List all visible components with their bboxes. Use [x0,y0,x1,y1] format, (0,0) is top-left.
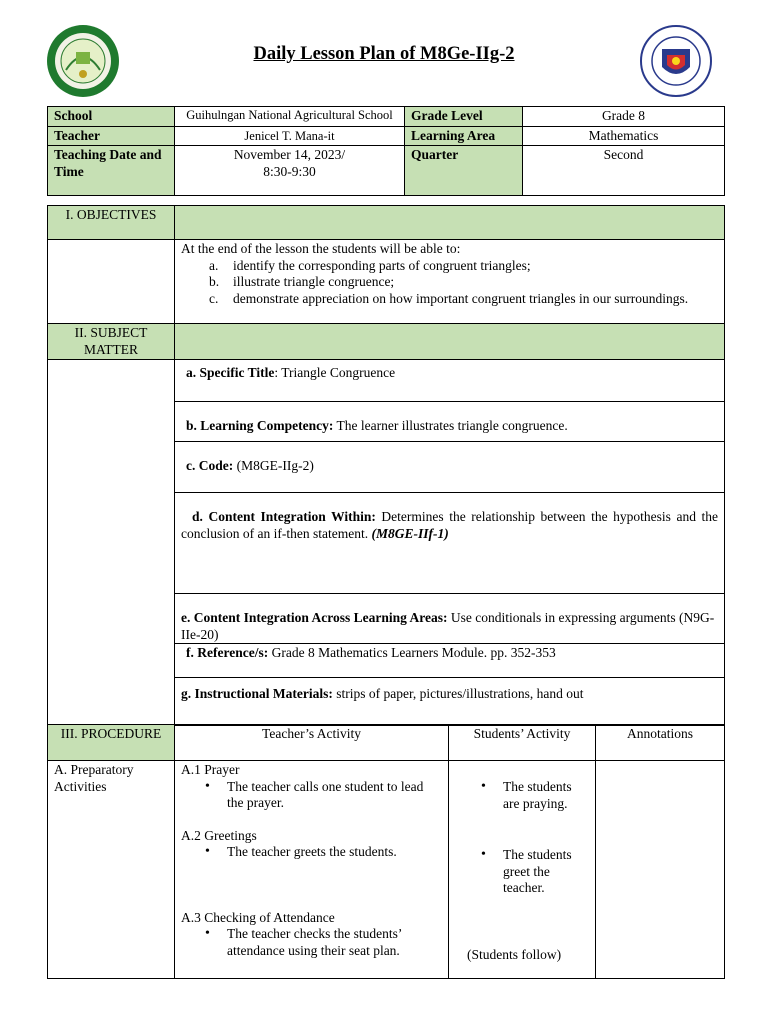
specific-title-label: a. Specific Title [186,365,275,380]
prayer-teacher-list [181,779,442,812]
objective-text: demonstrate appreciation on how important congruent triangles in our surroundings. [233,290,689,306]
learning-area-label: Learning Area [405,126,523,146]
content-integration-across-value: Use conditionals in expressing arguments (N9G-IIe-20) [181,610,715,642]
objective-item [209,290,718,308]
prayer-title: A.1 Prayer [181,762,240,777]
learning-competency-value: The learner illustrates triangle congruence. [333,418,568,433]
code-row [175,442,724,493]
deped-seal-logo [640,25,712,97]
school-label: School [48,107,175,127]
subject-matter-heading-fill [175,324,725,360]
specific-title-row [175,360,724,402]
page-title: Daily Lesson Plan of M8Ge-IIg-2 [253,44,515,64]
teacher-activity-cell [175,761,449,979]
objectives-intro: At the end of the lesson the students will be able to: [181,241,461,256]
subject-matter-heading: II. SUBJECT MATTER [48,324,175,360]
code-value: (M8GE-IIg-2) [233,458,314,473]
teaching-date-line: November 14, 2023/ [233,147,346,162]
prayer-student-item: • The students are praying. [503,779,589,812]
teaching-date-label: Teaching Date and Time [48,146,175,196]
prayer-student-list [475,779,589,812]
students-activity-header: Students’ Activity [449,725,596,761]
reference-row [175,644,724,678]
greetings-student-item: • The students greet the teacher. [503,847,589,897]
students-activity-cell [449,761,596,979]
learning-area-value: Mathematics [523,126,725,146]
quarter-value: Second [523,146,725,196]
greetings-student-list [475,847,589,897]
teacher-label: Teacher [48,126,175,146]
specific-title-value: : Triangle Congruence [274,365,396,380]
greetings-teacher-item: • The teacher greets the students. [227,844,442,861]
learning-competency-row [175,402,724,442]
objectives-list [181,258,718,308]
objective-text: illustrate triangle congruence; [233,274,395,289]
content-integration-within-code: (M8GE-IIf-1) [371,525,449,541]
prayer-teacher-item: • The teacher calls one student to lead the prayer. [227,779,442,812]
learning-competency-label: b. Learning Competency: [186,418,334,433]
objectives-subject-table [47,205,725,726]
instructional-materials-label: g. Instructional Materials: [181,686,333,701]
header-info-table [47,106,725,196]
objective-item [209,257,718,275]
subject-matter-blank [48,360,175,726]
reference-label: f. Reference/s: [186,645,269,660]
content-integration-across-label: e. Content Integration Across Learning Areas: [181,610,448,625]
objective-letter: b. [209,274,220,289]
greetings-title: A.2 Greetings [181,827,257,843]
procedure-heading: III. PROCEDURE [48,725,175,761]
preparatory-activities-label: A. Preparatory Activities [48,761,175,979]
attendance-teacher-list [181,926,442,959]
school-value: Guihulngan National Agricultural School [175,107,405,127]
objectives-blank [48,240,175,324]
code-label: c. Code: [186,458,234,473]
subject-matter-content [175,360,725,726]
quarter-label: Quarter [405,146,523,196]
annotations-cell [596,761,725,979]
objectives-heading: I. OBJECTIVES [48,206,175,240]
reference-value: Grade 8 Mathematics Learners Module. pp. 352-353 [268,645,556,660]
objective-text: identify the corresponding parts of congruent triangles; [233,257,531,273]
instructional-materials-value: strips of paper, pictures/illustrations, hand out [332,686,584,701]
content-integration-within-label: d. Content Integration Within: [192,509,376,524]
attendance-teacher-item: • The teacher checks the students’ attendance using their seat plan. [227,926,442,959]
content-integration-across-row [175,594,724,644]
teaching-time-line: 8:30-9:30 [263,163,316,179]
attendance-title: A.3 Checking of Attendance [181,909,335,925]
teaching-date-value [175,146,405,196]
objective-letter: c. [209,290,219,306]
grade-level-value: Grade 8 [523,107,725,127]
grade-level-label: Grade Level [405,107,523,127]
greetings-teacher-list [181,844,442,861]
content-integration-within-value: Determines the relationship between the hypothesis and the conclusion of an if-then statement. [181,509,718,541]
content-integration-within-row [175,493,724,594]
annotations-header: Annotations [596,725,725,761]
attendance-student-note: (Students follow) [467,946,562,962]
teacher-value: Jenicel T. Mana-it [175,126,405,146]
instructional-materials-row [175,678,724,725]
objective-letter: a. [209,257,219,273]
objective-item [209,274,718,291]
procedure-table [47,724,725,979]
objectives-heading-fill [175,206,725,240]
teacher-activity-header: Teacher’s Activity [175,725,449,761]
objectives-content [175,240,725,324]
